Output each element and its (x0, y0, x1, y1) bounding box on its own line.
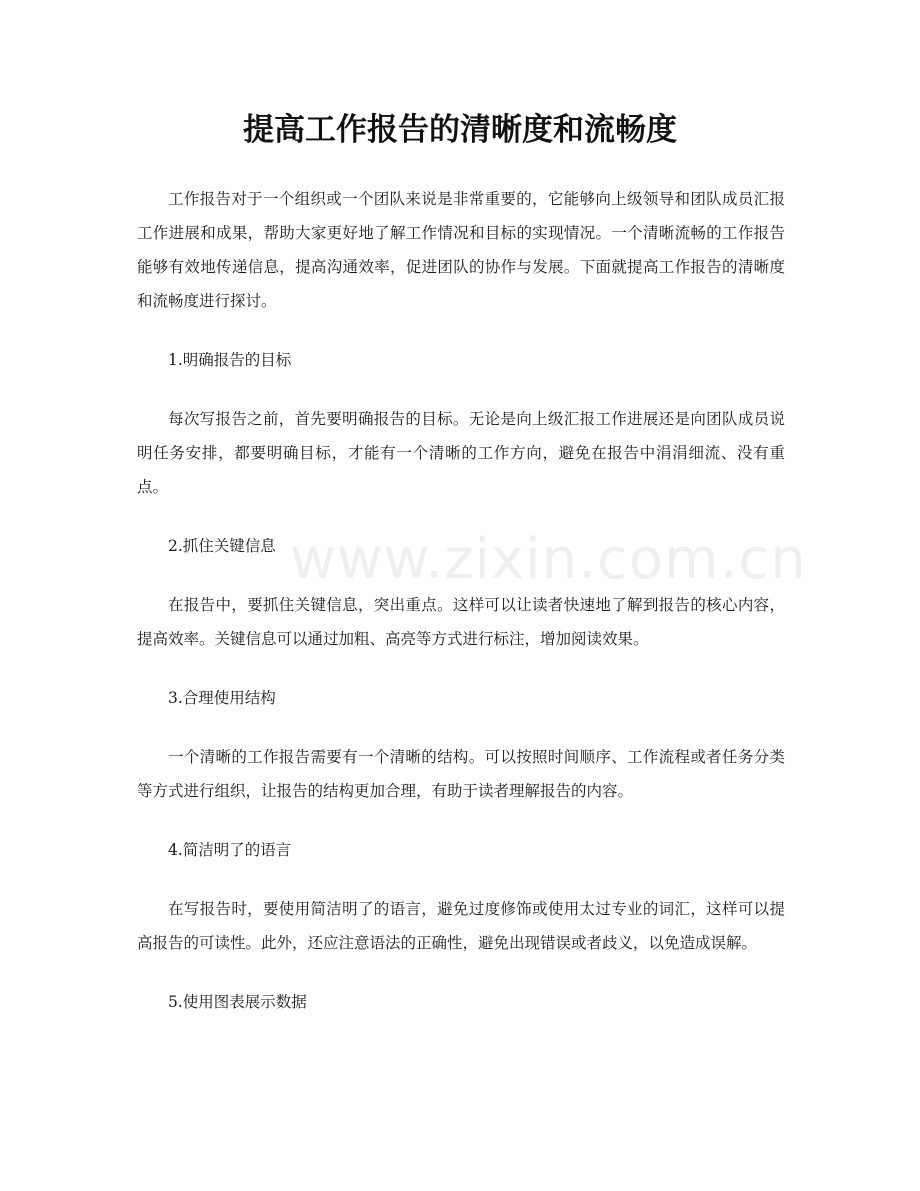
section-4-paragraph: 在写报告时，要使用简洁明了的语言，避免过度修饰或使用太过专业的词汇，这样可以提高报告的可读性。此外，还应注意语法的正确性，避免出现错误或者歧义，以免造成误解。 (137, 900, 785, 952)
watermark: www.zixin.com.cn (290, 527, 807, 592)
intro-paragraph: 工作报告对于一个组织或一个团队来说是非常重要的，它能够向上级领导和团队成员汇报工作进展和成果，帮助大家更好地了解工作情况和目标的实现情况。一个清晰流畅的工作报告能够有效地传递信息，提高沟通效率，促进团队的协作与发展。下面就提高工作报告的清晰度和流畅度进行探讨。 (137, 190, 785, 310)
section-2-heading: 2.抓住关键信息 (168, 537, 276, 555)
section-3-heading: 3.合理使用结构 (168, 689, 276, 707)
section-1-paragraph: 每次写报告之前，首先要明确报告的目标。无论是向上级汇报工作进展还是向团队成员说明任务安排，都要明确目标，才能有一个清晰的工作方向，避免在报告中涓涓细流、没有重点。 (137, 410, 785, 496)
section-4-heading: 4.简洁明了的语言 (168, 841, 292, 859)
section-5-heading: 5.使用图表展示数据 (168, 993, 307, 1011)
section-3-paragraph: 一个清晰的工作报告需要有一个清晰的结构。可以按照时间顺序、工作流程或者任务分类等方式进行组织，让报告的结构更加合理，有助于读者理解报告的内容。 (137, 748, 785, 800)
document-body (137, 182, 807, 1044)
section-1-heading: 1.明确报告的目标 (168, 351, 292, 369)
section-2-paragraph: 在报告中，要抓住关键信息，突出重点。这样可以让读者快速地了解到报告的核心内容，提高效率。关键信息可以通过加粗、高亮等方式进行标注，增加阅读效果。 (137, 596, 785, 648)
document-title: 提高工作报告的清晰度和流畅度 (243, 112, 677, 148)
